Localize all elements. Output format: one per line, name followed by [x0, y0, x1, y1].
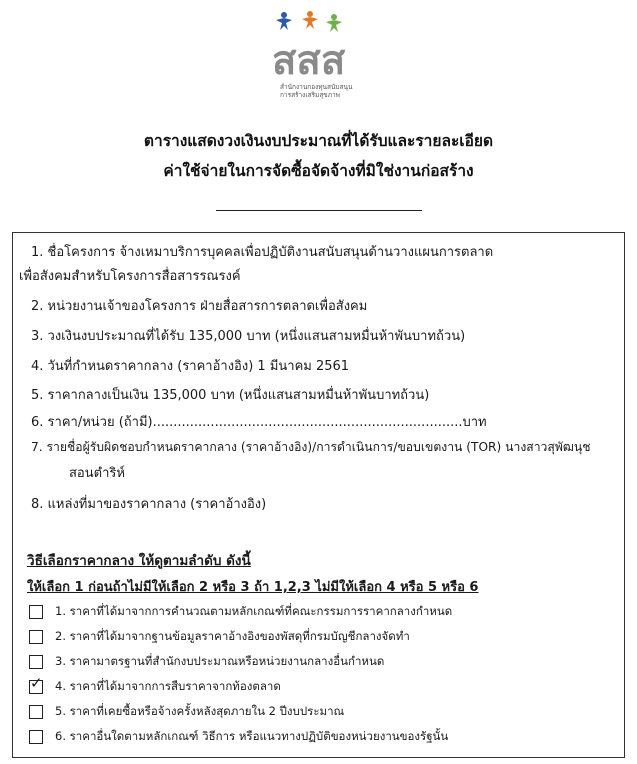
option-2: [29, 628, 410, 646]
item-7-responsible-cont: สอนตำริห์: [69, 466, 125, 481]
option-1-checkbox[interactable]: [29, 605, 43, 619]
option-5-label: 5. ราคาที่เคยซื้อหรือจ้างครั้งหลังสุดภายใน 2 ปีงบประมาณ: [55, 704, 345, 718]
item-1-project-name: 1. ชื่อโครงการ จ้างเหมาบริการบุคคลเพื่อปฏิบัติงานสนับสนุนด้านวางแผนการตลาด: [31, 245, 494, 260]
option-5-checkbox[interactable]: [29, 705, 43, 719]
title-divider: [216, 210, 422, 211]
option-3-checkbox[interactable]: [29, 655, 43, 669]
logo-mark-text: สสส: [272, 38, 346, 82]
option-3: [29, 653, 384, 671]
option-6-label: 6. ราคาอื่นใดตามหลักเกณฑ์ วิธีการ หรือแนวทางปฏิบัติของหน่วยงานของรัฐนั้น: [55, 729, 449, 743]
option-6-checkbox[interactable]: [29, 730, 43, 744]
item-5-median-price: 5. ราคากลางเป็นเงิน 135,000 บาท (หนึ่งแสนสามหมื่นห้าพันบาทถ้วน): [31, 388, 430, 403]
logo-emblem-icon: [270, 8, 360, 82]
details-box: [12, 232, 625, 758]
option-2-label: 2. ราคาที่ได้มาจากฐานข้อมูลราคาอ้างอิงของพัสดุที่กรมบัญชีกลางจัดทำ: [55, 629, 410, 643]
option-3-label: 3. ราคามาตรฐานที่สำนักงบประมาณหรือหน่วยงานกลางอื่นกำหนด: [55, 654, 385, 668]
option-2-checkbox[interactable]: [29, 630, 43, 644]
organization-logo: [270, 8, 360, 98]
item-3-budget: 3. วงเงินงบประมาณที่ได้รับ 135,000 บาท (หนึ่งแสนสามหมื่นห้าพันบาทถ้วน): [31, 329, 466, 344]
item-4-reference-date: 4. วันที่กำหนดราคากลาง (ราคาอ้างอิง) 1 มีนาคม 2561: [31, 359, 350, 374]
item-2-department: 2. หน่วยงานเจ้าของโครงการ ฝ่ายสื่อสารการตลาดเพื่อสังคม: [31, 299, 368, 314]
logo-subtitle-line-2: การสร้างเสริมสุขภาพ: [280, 91, 340, 99]
option-5: [29, 703, 344, 721]
option-6: [29, 728, 448, 746]
check-mark-icon: ✓: [30, 674, 43, 692]
document-title-line-1: ตารางแสดงวงเงินงบประมาณที่ได้รับและรายละเอียด: [143, 132, 494, 150]
option-1: [29, 603, 452, 621]
document-title-line-2: ค่าใช้จ่ายในการจัดซื้อจัดจ้างที่มิใช่งานก่อสร้าง: [163, 162, 474, 180]
option-1-label: 1. ราคาที่ได้มาจากการคำนวณตามหลักเกณฑ์ที่คณะกรรมการราคากลางกำหนด: [55, 604, 453, 618]
option-4-label: 4. ราคาที่ได้มาจากการสืบราคาจากท้องตลาด: [55, 679, 281, 693]
logo-subtitle-line-1: สำนักงานกองทุนสนับสนุน: [280, 83, 353, 91]
item-8-price-source: 8. แหล่งที่มาของราคากลาง (ราคาอ้างอิง): [31, 497, 267, 512]
item-1-project-name-cont: เพื่อสังคมสำหรับโครงการสื่อสารรณรงค์: [19, 269, 241, 284]
item-6-unit-price: 6. ราคา/หน่วย (ถ้ามี)...........................................................................บาท: [31, 415, 487, 430]
method-heading: วิธีเลือกราคากลาง ให้ดูตามลำดับ ดังนี้: [27, 553, 251, 569]
option-4: [29, 674, 281, 696]
item-7-responsible: 7. รายชื่อผู้รับผิดชอบกำหนดราคากลาง (ราคาอ้างอิง)/การดำเนินการ/ขอบเขตงาน (TOR) นางสาวสุพัฒนุช: [31, 440, 591, 454]
option-4-checkbox[interactable]: [29, 674, 43, 694]
method-rule: ให้เลือก 1 ก่อนถ้าไม่มีให้เลือก 2 หรือ 3 ถ้า 1,2,3 ไม่มีให้เลือก 4 หรือ 5 หรือ 6: [27, 580, 479, 595]
